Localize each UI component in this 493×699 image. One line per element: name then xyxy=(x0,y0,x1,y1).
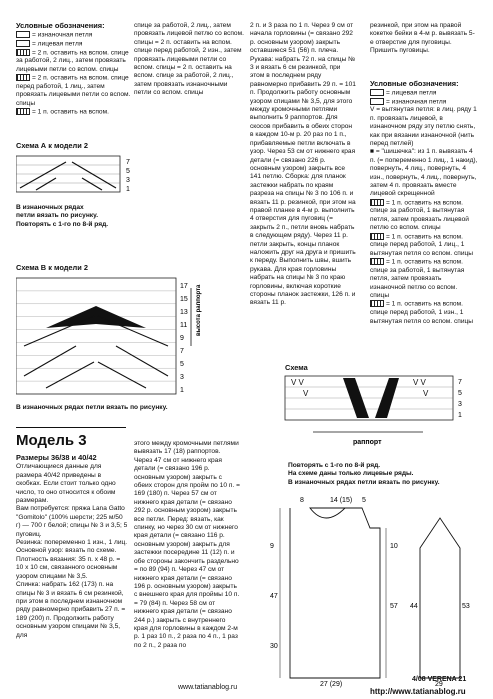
cross-symbol-icon xyxy=(370,300,384,307)
svg-text:10: 10 xyxy=(390,543,398,550)
svg-text:V V: V V xyxy=(413,378,426,387)
svg-text:29: 29 xyxy=(435,681,443,688)
svg-text:13: 13 xyxy=(180,309,188,316)
svg-text:7: 7 xyxy=(180,348,184,355)
footer-site-url: http://www.tatianablog.ru xyxy=(370,687,466,696)
svg-text:47: 47 xyxy=(270,593,278,600)
cross-symbol-icon xyxy=(370,233,384,240)
svg-text:V V: V V xyxy=(291,378,304,387)
svg-text:5: 5 xyxy=(458,390,462,397)
legend-title: Условные обозначения: xyxy=(16,21,105,30)
cable-symbol-icon xyxy=(16,74,30,81)
scheme-a-title: Схема А к модели 2 xyxy=(16,141,88,150)
legend-item: = изнаночная петля xyxy=(16,31,134,40)
rapport-label: раппорт xyxy=(353,439,382,446)
svg-text:7: 7 xyxy=(458,379,462,386)
scheme-a-chart xyxy=(16,154,138,196)
scheme-a-notes: В изнаночных рядах петли вязать по рисунку. Повторять с 1-го по 8-й ряд. xyxy=(16,204,109,228)
svg-text:17: 17 xyxy=(180,283,188,290)
scheme-b-title: Схема В к модели 2 xyxy=(16,263,88,272)
svg-text:3: 3 xyxy=(180,374,184,381)
knit-symbol-icon xyxy=(16,40,30,47)
svg-text:11: 11 xyxy=(180,322,188,329)
svg-text:27 (29): 27 (29) xyxy=(320,681,343,688)
cross-symbol-icon xyxy=(370,199,384,206)
column-2-bottom: этого между кромочными петлями вывязать 17 (18) раппортов. Через 47 см от нижнего края детали (= связано 196 р. основным узором) закрыть с обеих сторон для пройм по 10 п. = 169 (180) п. Через 57 см от нижнего края детали (= связано 292 р. основным узором) закрыть все петли. Перед: вязать, как спинку, но через 30 см от нижнего края детали (= связано 116 р. основным узором) закрыть для застежки посередине 11 (12) п. и обе стороны закончить раздельно = по 89 (94) п. Через 47 см от нижнего края детали (= связано 196 р. основным узором) закрыть с внешнего края для проймы 10 п. = 79 (84) п. Через 58 см от нижнего края детали (= связано 244 р.) закрыть с внутреннего края для горловины в каждом 2-м р. 1 раз 10 п., 2 раза по 4 п., 1 раз по 2 п., 2 раза по xyxy=(134,440,240,649)
svg-text:5: 5 xyxy=(362,497,366,504)
footer-page: 4/08 VERENA 21 xyxy=(412,676,467,683)
svg-text:1: 1 xyxy=(458,412,462,419)
svg-text:53: 53 xyxy=(462,603,470,610)
row-label: 3 xyxy=(126,177,130,184)
svg-text:9: 9 xyxy=(270,543,274,550)
cable-symbol-icon xyxy=(16,108,30,115)
svg-text:1: 1 xyxy=(180,387,184,394)
svg-text:V: V xyxy=(423,389,429,398)
pattern-diagram xyxy=(250,488,480,688)
knit-symbol-icon xyxy=(370,89,384,96)
legend-item: = 1 п. оставить на вспом. xyxy=(16,108,134,117)
row-label: 1 xyxy=(126,186,130,193)
footer-site: www.tatianablog.ru xyxy=(178,684,238,691)
purl-symbol-icon xyxy=(16,31,30,38)
slip-stitch-icon: V xyxy=(370,106,377,114)
svg-text:15: 15 xyxy=(180,296,188,303)
purl-symbol-icon xyxy=(370,98,384,105)
scheme-b-side-label: высота раппорта xyxy=(196,284,202,336)
cross-symbol-icon xyxy=(370,258,384,265)
row-label: 7 xyxy=(126,159,130,166)
svg-text:57: 57 xyxy=(390,603,398,610)
column-1 xyxy=(16,22,134,117)
svg-text:9: 9 xyxy=(180,335,184,342)
scheme-chart xyxy=(283,374,483,454)
legend-item: = лицевая петля xyxy=(16,40,134,49)
model-3-body: Размеры 36/38 и 40/42 Отличающиеся данные для размера 40/42 приведены в скобках. Если стоит только одно число, то оно относится к обоим размерам. Вам потребуется: пряжа Lana Gatto "Gomitolo" (100% шерсти; 225 м/50 г) — 700 г белой; спицы № 3 и 3,5; 5 пуговиц. Резинка: попеременно 1 изн., 1 лиц. Основной узор: вязать по схеме. Плотность вязания: 35 п. x 48 р. = 10 x 10 см, связанного основным узором спицами № 3,5. Спинка: набрать 162 (173) п. на спицы № 3 и вязать 6 см резинкой, при этом в последнем изнаночном ряду равномерно прибавить 27 п. = 189 (200) п. Продолжить работу основным узором спицами № 3,5, для xyxy=(16,453,128,639)
svg-text:8: 8 xyxy=(300,497,304,504)
svg-text:44: 44 xyxy=(410,603,418,610)
legend-item: = 2 п. оставить на вспом. спице за работой, 2 лиц., затем провязать лицевыми петли со вспом. спицы xyxy=(16,48,129,73)
column-3: 2 п. и 3 раза по 1 п. Через 9 см от начала горловины (= связано 292 р. основным узором) закрыть оставшиеся 51 (56) п. плеча. Рукава: набрать 72 п. на спицы № 3 и вязать 6 см резинкой, при этом в последнем ряду равномерно прибавить 29 п. = 101 п. Продолжить работу основным узором спицами № 3,5, для этого между кромочными петлями выполнить 9 раппортов. Для скосов прибавить в обеих сторон в каждом 10-м р. 20 раз по 1 п., прибавляемые петли включать в узор. Через 53 см от нижнего края детали (= связано 226 р. основным узором) закрыть все 141 петлю. Сборка: для планок застежки набрать по краям разреза на спицы № 3 по 106 п. и вязать 11 р. резинкой, при этом на правой планке в 4-м р. выполнить 4 отверстия для пуговиц (= закрыть 2 п., петли вновь набрать в следующем ряду). Через 11 р. петли закрыть, концы планок наложить друг на друга и пришить к переду. Выполнить швы, вшить рукава. Для края горловины набрать на спицы № 3 по краю горловины, включая короткие стороны планок застежки, 126 п. и вязать 11 р. xyxy=(250,22,356,307)
legend-item: = 2 п. оставить на вспом. спице перед работой, 1 лиц., затем провязать лицевыми петли со вспом. спицы xyxy=(16,74,131,107)
cable-symbol-icon xyxy=(16,49,30,56)
scheme-title: Схема xyxy=(285,363,308,372)
svg-text:5: 5 xyxy=(180,361,184,368)
scheme-b-chart xyxy=(16,276,216,398)
row-label: 5 xyxy=(126,168,130,175)
scheme-b-note: В изнаночных рядах петли вязать по рисунку. xyxy=(16,404,168,411)
column-2-top: спице за работой, 2 лиц., затем провязать лицевой петлю со вспом. спицы = 2 п. оставить на вспом. спице перед работой, 2 изн., затем провязать лицевыми петли со вспом. спицы = 2 п. оставить на вспом. спице за работой, 2 лиц., затем провязать изнаночными петли со вспом. спицы xyxy=(134,22,244,97)
svg-text:14 (15): 14 (15) xyxy=(330,497,353,504)
column-4: резинкой, при этом на правой кокетке бейки в 4-м р. вывязать 5-е отверстие для пуговицы. Пришить пуговицы. Условные обозначения: = лицевая петля = изнаночная петля V = вытянутая петля: в лиц. ряду 1 п. провязать лицевой, в изнаночном ряду эту петлю снять, как при вязании изнаночной (нить перед петлей) ■ = "шишечка": из 1 п. вывязать 4 п. (= попеременно 1 лиц., 1 накид), повернуть, 4 лиц., повернуть, 4 изн., повернуть, 4 лиц., повернуть, затем 4 п. провязать вместе лицевой скрещенной = 1 п. оставить на вспом. спице за работой, 1 вытянутая петля, затем провязать лицевой петлю со вспом. спицы = 1 п. оставить на вспом. спице перед работой, 1 лиц., 1 вытянутая петля со вспом. спицы = 1 п. оставить на вспом. спице за работой, 1 вытянутая петля, затем провязать изнаночной петлю со вспом. спицы = 1 п. оставить на вспом. спице перед работой, 1 изн., 1 вытянутая петля со вспом. спицы xyxy=(370,22,478,325)
model-3-title: Модель 3 xyxy=(16,432,87,449)
svg-text:30: 30 xyxy=(270,643,278,650)
svg-text:V: V xyxy=(303,389,309,398)
svg-text:3: 3 xyxy=(458,401,462,408)
bobble-icon: ■ xyxy=(370,148,376,156)
scheme-notes: Повторять с 1-го по 8-й ряд. На схеме даны только лицевые ряды. В изнаночных рядах петли вязать по рисунку. xyxy=(288,462,440,486)
